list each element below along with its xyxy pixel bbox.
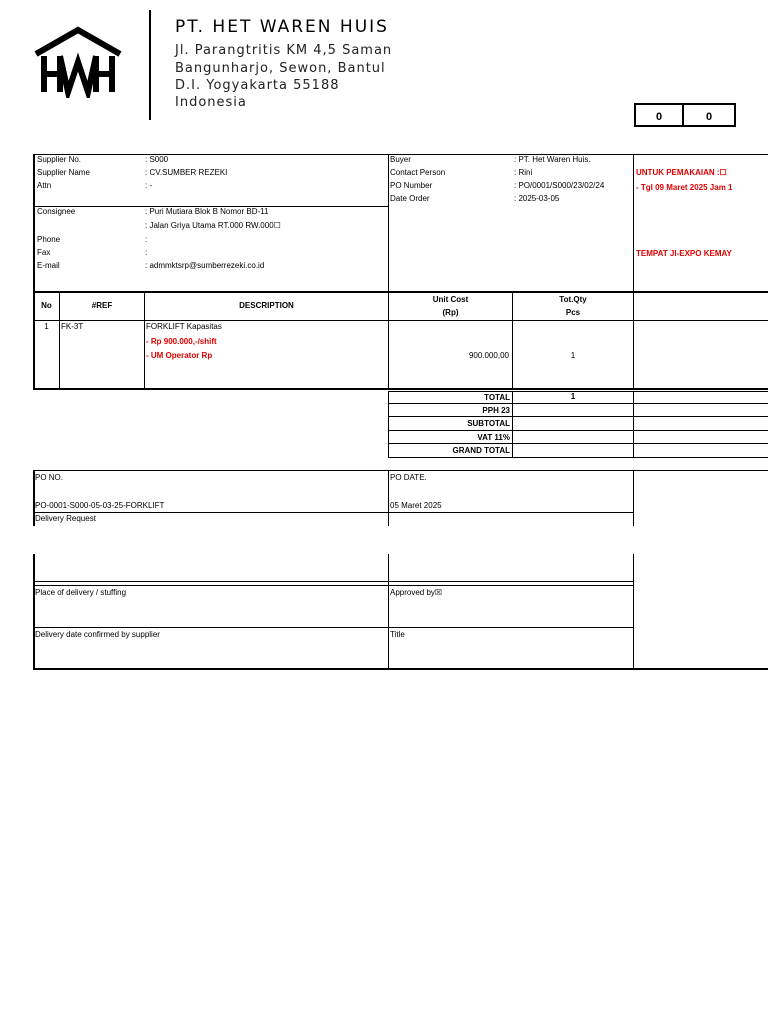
info-right-border bbox=[633, 154, 634, 291]
consignee-label: Consignee bbox=[37, 207, 76, 216]
info-left-border bbox=[33, 154, 35, 390]
col-header-unit-cost-unit: (Rp) bbox=[442, 308, 459, 317]
email-label: E-mail bbox=[37, 261, 60, 270]
sig-block-bottom bbox=[33, 668, 768, 670]
header-divider bbox=[149, 10, 151, 120]
date-order-value: : 2025-03-05 bbox=[514, 194, 560, 203]
supplier-name-label: Supplier Name bbox=[37, 168, 90, 177]
po-block-right bbox=[633, 470, 634, 526]
note-tempat: TEMPAT JI-EXPO KEMAY bbox=[636, 249, 732, 258]
address-line-1: Jl. Parangtritis KM 4,5 Saman bbox=[175, 43, 393, 58]
row-no: 1 bbox=[44, 322, 49, 331]
supplier-no-label: Supplier No. bbox=[37, 155, 82, 164]
date-order-label: Date Order bbox=[390, 194, 430, 203]
table-bottom-border bbox=[33, 388, 768, 390]
row-qty: 1 bbox=[570, 351, 576, 360]
totals-line-1 bbox=[388, 403, 768, 404]
company-name: PT. HET WAREN HUIS bbox=[175, 17, 389, 37]
consignee-value-1: : Puri Mutiara Blok B Nomor BD-11 bbox=[145, 207, 269, 216]
po-no-label: PO NO. bbox=[35, 473, 64, 482]
address-line-4: Indonesia bbox=[175, 95, 247, 110]
totals-bottom bbox=[388, 457, 768, 458]
counter-box-left: 0 bbox=[634, 103, 684, 127]
po-date-value: 05 Maret 2025 bbox=[390, 501, 442, 510]
col-header-unit-cost: Unit Cost bbox=[432, 295, 469, 304]
attn-value: : - bbox=[145, 181, 153, 190]
email-value: : admmktsrp@sumberrezeki.co.id bbox=[145, 261, 265, 270]
col-header-description: DESCRIPTION bbox=[239, 301, 294, 310]
company-logo bbox=[30, 26, 126, 98]
subtotal-label: SUBTOTAL bbox=[467, 419, 510, 428]
contact-value: : Rini bbox=[514, 168, 533, 177]
place-delivery-label: Place of delivery / stuffing bbox=[35, 588, 127, 597]
row-description-operator: - UM Operator Rp bbox=[146, 351, 213, 360]
col-header-qty-unit: Pcs bbox=[565, 308, 581, 317]
po-no-value: PO-0001-S000-05-03-25-FORKLIFT bbox=[35, 501, 165, 510]
counter-box-right: 0 bbox=[684, 103, 736, 127]
pph-label: PPH 23 bbox=[482, 406, 510, 415]
sig-line-2 bbox=[33, 585, 633, 586]
total-label: TOTAL bbox=[484, 393, 510, 402]
address-line-2: Bangunharjo, Sewon, Bantul bbox=[175, 61, 386, 76]
consignee-value-2: : Jalan Griya Utama RT.000 RW.000☐ bbox=[145, 221, 281, 230]
grand-total-label: GRAND TOTAL bbox=[452, 446, 510, 455]
po-date-label: PO DATE. bbox=[390, 473, 427, 482]
supplier-no-value: : S000 bbox=[145, 155, 169, 164]
sig-line-3 bbox=[33, 627, 633, 628]
sig-block-right bbox=[633, 554, 634, 669]
col-divider-4 bbox=[512, 292, 513, 388]
buyer-value: : PT. Het Waren Huis. bbox=[514, 155, 591, 164]
totals-right bbox=[633, 391, 634, 457]
phone-label: Phone bbox=[37, 235, 61, 244]
delivery-request-label: Delivery Request bbox=[35, 514, 96, 523]
po-block-line bbox=[33, 512, 633, 513]
row-description: FORKLIFT Kapasitas bbox=[146, 322, 222, 331]
supplier-name-value: : CV.SUMBER REZEKI bbox=[145, 168, 228, 177]
po-block-top bbox=[33, 470, 768, 471]
buyer-label: Buyer bbox=[390, 155, 411, 164]
col-header-no: No bbox=[41, 301, 52, 310]
contact-label: Contact Person bbox=[390, 168, 446, 177]
row-ref: FK-3T bbox=[61, 322, 84, 331]
col-header-ref: #REF bbox=[91, 301, 113, 310]
note-tgl: - Tgl 09 Maret 2025 Jam 1 bbox=[636, 183, 733, 192]
address-line-3: D.I. Yogyakarta 55188 bbox=[175, 78, 340, 93]
sig-line-1 bbox=[33, 581, 633, 582]
col-header-qty: Tot.Qty bbox=[559, 295, 587, 304]
col-divider-5 bbox=[633, 292, 634, 388]
totals-line-4 bbox=[388, 443, 768, 444]
po-block-mid bbox=[388, 470, 389, 526]
title-label: Title bbox=[390, 630, 405, 639]
fax-label: Fax bbox=[37, 248, 51, 257]
approved-by-label: Approved by☒ bbox=[390, 588, 443, 597]
col-divider-3 bbox=[388, 292, 389, 388]
sig-block-mid bbox=[388, 554, 389, 669]
phone-value: : bbox=[145, 235, 148, 244]
vat-label: VAT 11% bbox=[477, 433, 510, 442]
note-untuk: UNTUK PEMAKAIAN :☐ bbox=[636, 168, 727, 177]
attn-label: Attn bbox=[37, 181, 52, 190]
total-qty: 1 bbox=[570, 392, 576, 401]
row-description-rate: - Rp 900.000,-/shift bbox=[146, 337, 217, 346]
totals-line-3 bbox=[388, 430, 768, 431]
po-number-label: PO Number bbox=[390, 181, 433, 190]
po-number-value: : PO/0001/S000/23/02/24 bbox=[514, 181, 605, 190]
info-mid-border bbox=[388, 154, 389, 291]
delivery-date-label: Delivery date confirmed by supplier bbox=[35, 630, 160, 639]
fax-value: : bbox=[145, 248, 148, 257]
totals-line-2 bbox=[388, 416, 768, 417]
row-unit-cost: 900.000,00 bbox=[468, 351, 509, 360]
sig-block-left bbox=[33, 554, 35, 669]
